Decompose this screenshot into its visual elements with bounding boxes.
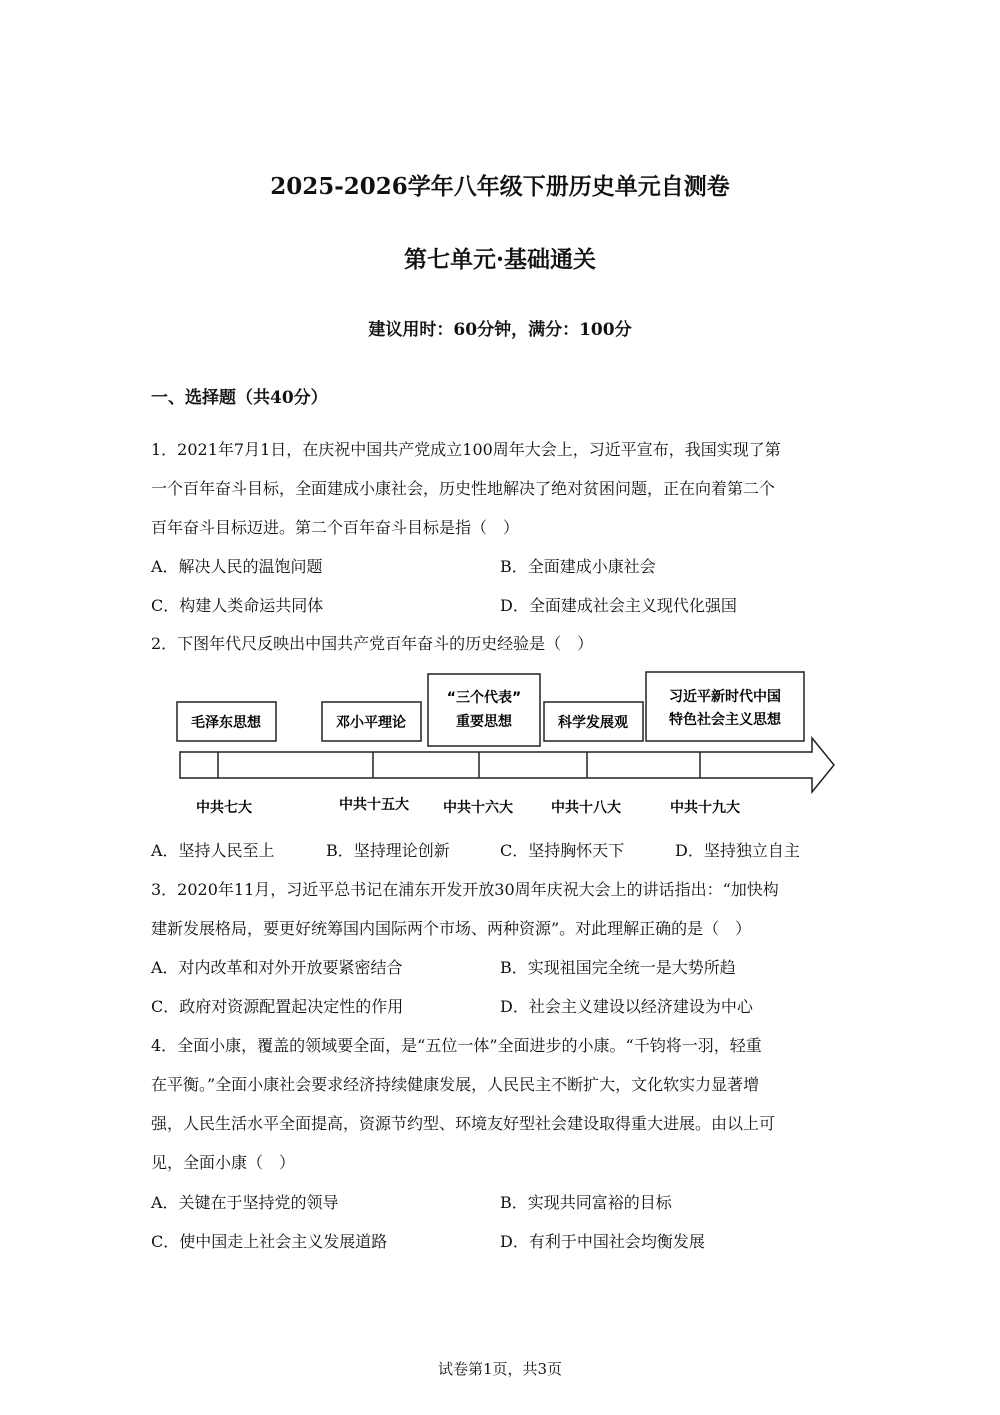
- svg-text:邓小平理论: 邓小平理论: [336, 715, 406, 731]
- time-score-note: 建议用时：60分钟，满分：100分: [368, 320, 632, 340]
- q4-option-b: B．实现共同富裕的目标: [500, 1193, 672, 1212]
- label-shijiu: 中共十九大: [670, 800, 740, 816]
- q3-option-b: B．实现祖国完全统一是大势所趋: [500, 958, 736, 977]
- question-line: 百年奋斗目标迈进。第二个百年奋斗目标是指（ ）: [151, 518, 520, 537]
- theory-box-xi-thought: [646, 672, 804, 741]
- q4-option-c: C．使中国走上社会主义发展道路: [151, 1232, 388, 1251]
- q1-option-b: B．全面建成小康社会: [500, 557, 656, 576]
- svg-text:特色社会主义思想: 特色社会主义思想: [669, 712, 781, 728]
- q1-option-d: D．全面建成社会主义现代化强国: [500, 596, 737, 615]
- exam-title: 2025-2026学年八年级下册历史单元自测卷: [270, 173, 730, 200]
- question-line: 4．全面小康，覆盖的领域要全面，是“五位一体”全面进步的小康。“千钧将一羽，轻重: [151, 1036, 762, 1055]
- svg-text:习近平新时代中国: 习近平新时代中国: [669, 689, 781, 705]
- question-line: 一个百年奋斗目标，全面建成小康社会，历史性地解决了绝对贫困问题，正在向着第二个: [151, 479, 776, 498]
- label-shiba: 中共十八大: [551, 800, 621, 816]
- section-heading: 一、选择题（共40分）: [151, 388, 328, 408]
- question-line: 见，全面小康（ ）: [151, 1153, 296, 1172]
- theory-box-three-represents: [428, 674, 540, 746]
- theory-box-mao: [177, 702, 276, 741]
- svg-text:毛泽东思想: 毛泽东思想: [191, 715, 261, 731]
- q3-option-c: C．政府对资源配置起决定性的作用: [151, 997, 404, 1016]
- question-3-stem: [151, 870, 779, 948]
- theory-box-scientific-outlook: [544, 702, 643, 741]
- question-line: 3．2020年11月，习近平总书记在浦东开发开放30周年庆祝大会上的讲话指出：“加快构: [151, 880, 779, 899]
- label-qi: 中共七大: [196, 800, 252, 816]
- q4-option-d: D．有利于中国社会均衡发展: [500, 1232, 705, 1251]
- question-1-stem: [151, 430, 781, 547]
- question-4-stem: [151, 1026, 775, 1182]
- q3-option-d: D．社会主义建设以经济建设为中心: [500, 997, 753, 1016]
- label-shiwu: 中共十五大: [339, 797, 409, 813]
- unit-subtitle: 第七单元·基础通关: [403, 246, 596, 273]
- svg-text:重要思想: 重要思想: [456, 714, 512, 730]
- svg-text:“三个代表”: “三个代表”: [446, 690, 522, 706]
- theory-box-deng: [322, 702, 421, 741]
- question-line: 1．2021年7月1日，在庆祝中国共产党成立100周年大会上，习近平宣布，我国实现了第: [151, 440, 781, 459]
- label-shiliu: 中共十六大: [443, 800, 513, 816]
- question-line: 强，人民生活水平全面提高，资源节约型、环境友好型社会建设取得重大进展。由以上可: [151, 1114, 776, 1133]
- svg-text:科学发展观: 科学发展观: [558, 715, 628, 731]
- q1-option-a: A．解决人民的温饱问题: [151, 557, 323, 576]
- q3-option-a: A．对内改革和对外开放要紧密结合: [151, 958, 403, 977]
- q2-option-c: C．坚持胸怀天下: [500, 841, 625, 860]
- question-line: 2．下图年代尺反映出中国共产党百年奋斗的历史经验是（ ）: [151, 634, 594, 653]
- question-line: 建新发展格局，要更好统筹国内国际两个市场、两种资源”。对此理解正确的是（ ）: [151, 919, 752, 938]
- question-line: 在平衡。”全面小康社会要求经济持续健康发展，人民民主不断扩大，文化软实力显著增: [151, 1075, 760, 1094]
- page-footer: 试卷第1页，共3页: [437, 1360, 563, 1378]
- q4-option-a: A．关键在于坚持党的领导: [151, 1193, 339, 1212]
- question-2-stem: [151, 624, 593, 663]
- q2-option-a: A．坚持人民至上: [151, 841, 275, 860]
- q1-option-c: C．构建人类命运共同体: [151, 596, 324, 615]
- q2-option-d: D．坚持独立自主: [675, 841, 800, 860]
- q2-option-b: B．坚持理论创新: [326, 841, 450, 860]
- timeline-figure: [170, 668, 850, 828]
